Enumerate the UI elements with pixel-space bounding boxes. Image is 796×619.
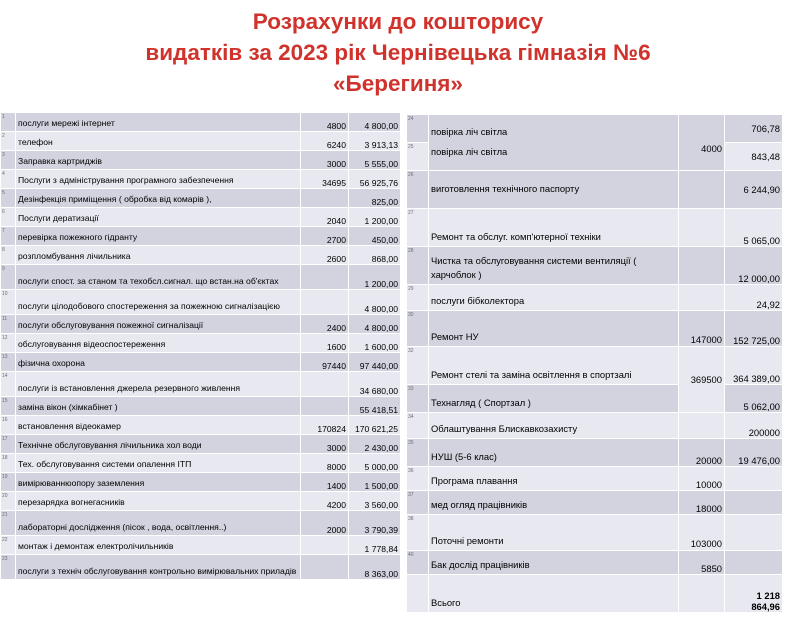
row-number: 28 bbox=[407, 247, 429, 285]
table-row bbox=[407, 347, 783, 385]
row-sum: 5 065,00 bbox=[725, 209, 783, 247]
row-label: лабораторні дослідження (пісок , вода, освітлення..) bbox=[16, 511, 301, 536]
table-row bbox=[407, 467, 783, 491]
row-number: 8 bbox=[1, 246, 16, 265]
table-row bbox=[1, 372, 401, 397]
row-label: Поточні ремонти bbox=[429, 515, 679, 551]
right-expenses-table bbox=[406, 114, 783, 613]
left-expenses-table bbox=[0, 112, 401, 580]
row-qty: 147000 bbox=[679, 311, 725, 347]
row-label: Заправка картриджів bbox=[16, 151, 301, 170]
row-qty bbox=[679, 285, 725, 311]
row-number: 20 bbox=[1, 492, 16, 511]
row-number: 36 bbox=[407, 467, 429, 491]
row-number: 37 bbox=[407, 491, 429, 515]
row-sum: 825,00 bbox=[349, 189, 401, 208]
row-sum: 843,48 bbox=[725, 143, 783, 171]
row-sum: 6 244,90 bbox=[725, 171, 783, 209]
row-sum: 97 440,00 bbox=[349, 353, 401, 372]
table-row bbox=[1, 113, 401, 132]
row-number: 1 bbox=[1, 113, 16, 132]
row-number: 23 bbox=[1, 555, 16, 580]
row-qty: 1600 bbox=[301, 334, 349, 353]
row-sum: 8 363,00 bbox=[349, 555, 401, 580]
table-row bbox=[1, 334, 401, 353]
row-label: монтаж і демонтаж електролічильників bbox=[16, 536, 301, 555]
row-number: 12 bbox=[1, 334, 16, 353]
row-sum: 1 500,00 bbox=[349, 473, 401, 492]
row-label: Ремонт НУ bbox=[429, 311, 679, 347]
row-number: 38 bbox=[407, 515, 429, 551]
row-sum bbox=[725, 515, 783, 551]
row-label: встановлення відеокамер bbox=[16, 416, 301, 435]
left-table-body bbox=[1, 113, 401, 580]
row-label: Послуги дератизації bbox=[16, 208, 301, 227]
row-sum: 450,00 bbox=[349, 227, 401, 246]
row-number: 15 bbox=[1, 397, 16, 416]
row-sum: 706,78 bbox=[725, 115, 783, 143]
table-row bbox=[1, 227, 401, 246]
table-row bbox=[1, 555, 401, 580]
row-label: послуги бібколектора bbox=[429, 285, 679, 311]
row-number: 11 bbox=[1, 315, 16, 334]
row-number: 29 bbox=[407, 285, 429, 311]
row-sum: 1 778,84 bbox=[349, 536, 401, 555]
row-qty bbox=[679, 247, 725, 285]
row-qty: 103000 bbox=[679, 515, 725, 551]
row-number: 16 bbox=[1, 416, 16, 435]
row-label: телефон bbox=[16, 132, 301, 151]
row-qty bbox=[301, 555, 349, 580]
row-sum: 3 790,39 bbox=[349, 511, 401, 536]
row-number: 33 bbox=[407, 385, 429, 413]
row-sum: 5 000,00 bbox=[349, 454, 401, 473]
title-line-2: видатків за 2023 рік Чернівецька гімназія №6 bbox=[145, 40, 651, 65]
row-qty bbox=[301, 372, 349, 397]
row-sum: 4 800,00 bbox=[349, 113, 401, 132]
row-sum: 2 430,00 bbox=[349, 435, 401, 454]
row-label: послуги мережі інтернет bbox=[16, 113, 301, 132]
row-label: виготовлення технічного паспорту bbox=[429, 171, 679, 209]
row-sum: 19 476,00 bbox=[725, 439, 783, 467]
row-label: послуги цілодобового спостереження за пожежною сигналізацією bbox=[16, 290, 301, 315]
row-number: 18 bbox=[1, 454, 16, 473]
row-number: 21 bbox=[1, 511, 16, 536]
row-sum: 152 725,00 bbox=[725, 311, 783, 347]
table-row bbox=[407, 311, 783, 347]
row-qty: 2000 bbox=[301, 511, 349, 536]
row-label: Тех. обслуговування системи опалення ІТП bbox=[16, 454, 301, 473]
table-row bbox=[1, 454, 401, 473]
row-qty: 6240 bbox=[301, 132, 349, 151]
row-qty: 4000 bbox=[679, 115, 725, 171]
table-row bbox=[407, 171, 783, 209]
row-qty bbox=[679, 209, 725, 247]
row-sum: 170 621,25 bbox=[349, 416, 401, 435]
row-sum: 56 925,76 bbox=[349, 170, 401, 189]
row-label bbox=[429, 115, 679, 171]
row-sum: 868,00 bbox=[349, 246, 401, 265]
table-row bbox=[1, 189, 401, 208]
row-label: Ремонт та обслуг. комп'ютерної техніки bbox=[429, 209, 679, 247]
table-row bbox=[1, 536, 401, 555]
table-row bbox=[1, 353, 401, 372]
row-label: послуги обслуговування пожежної сигналізації bbox=[16, 315, 301, 334]
table-row bbox=[407, 515, 783, 551]
table-row bbox=[407, 247, 783, 285]
row-label: Дезінфекція приміщення ( обробка від комарів ), bbox=[16, 189, 301, 208]
row-qty: 3000 bbox=[301, 435, 349, 454]
row-sum: 55 418,51 bbox=[349, 397, 401, 416]
table-row bbox=[1, 246, 401, 265]
table-row bbox=[1, 492, 401, 511]
right-table-body bbox=[407, 115, 783, 613]
row-sum: 4 800,00 bbox=[349, 315, 401, 334]
row-label-24: повірка ліч світла bbox=[431, 125, 508, 137]
row-qty: 2600 bbox=[301, 246, 349, 265]
row-label: перевірка пожежного гідранту bbox=[16, 227, 301, 246]
title-line-1: Розрахунки до кошторису bbox=[252, 9, 544, 34]
table-row bbox=[407, 209, 783, 247]
table-row bbox=[1, 315, 401, 334]
table-row bbox=[1, 473, 401, 492]
row-sum bbox=[725, 467, 783, 491]
row-sum: 364 389,00 bbox=[725, 347, 783, 385]
table-row bbox=[407, 413, 783, 439]
row-number: 9 bbox=[1, 265, 16, 290]
table-row bbox=[407, 439, 783, 467]
row-qty: 4200 bbox=[301, 492, 349, 511]
row-label: Послуги з адміністрування програмного забезпечення bbox=[16, 170, 301, 189]
row-sum: 200000 bbox=[725, 413, 783, 439]
row-label: розпломбування лічильника bbox=[16, 246, 301, 265]
row-qty bbox=[301, 290, 349, 315]
row-qty bbox=[301, 536, 349, 555]
row-sum: 34 680,00 bbox=[349, 372, 401, 397]
row-number: 32 bbox=[407, 347, 429, 385]
row-number: 13 bbox=[1, 353, 16, 372]
row-sum: 1 200,00 bbox=[349, 265, 401, 290]
table-row bbox=[1, 151, 401, 170]
page-title bbox=[0, 6, 796, 99]
row-qty: 97440 bbox=[301, 353, 349, 372]
table-row bbox=[1, 397, 401, 416]
row-sum: 4 800,00 bbox=[349, 290, 401, 315]
row-label: Програма плавання bbox=[429, 467, 679, 491]
table-row bbox=[1, 265, 401, 290]
row-number: 27 bbox=[407, 209, 429, 247]
row-qty bbox=[301, 189, 349, 208]
row-label: фізична охорона bbox=[16, 353, 301, 372]
table-row bbox=[1, 416, 401, 435]
row-qty bbox=[301, 397, 349, 416]
row-qty bbox=[679, 575, 725, 613]
row-qty: 5850 bbox=[679, 551, 725, 575]
row-number: 30 bbox=[407, 311, 429, 347]
row-number: 34 bbox=[407, 413, 429, 439]
title-line-3: «Берегиня» bbox=[333, 71, 463, 96]
row-number: 5 bbox=[1, 189, 16, 208]
row-label: Ремонт стелі та заміна освітлення в спортзалі bbox=[429, 347, 679, 385]
row-qty: 1400 bbox=[301, 473, 349, 492]
row-sum: 1 200,00 bbox=[349, 208, 401, 227]
row-sum: 12 000,00 bbox=[725, 247, 783, 285]
row-number: 4 bbox=[1, 170, 16, 189]
row-number: 26 bbox=[407, 171, 429, 209]
total-label: Всього bbox=[429, 575, 679, 613]
row-number: 6 bbox=[1, 208, 16, 227]
row-qty: 10000 bbox=[679, 467, 725, 491]
row-qty: 8000 bbox=[301, 454, 349, 473]
row-number: 17 bbox=[1, 435, 16, 454]
row-qty: 2040 bbox=[301, 208, 349, 227]
row-qty: 3000 bbox=[301, 151, 349, 170]
row-qty bbox=[679, 171, 725, 209]
table-row bbox=[1, 132, 401, 151]
table-row bbox=[407, 551, 783, 575]
row-label: Облаштування Блискавкозахисту bbox=[429, 413, 679, 439]
table-row bbox=[1, 511, 401, 536]
row-sum: 3 560,00 bbox=[349, 492, 401, 511]
row-label: перезарядка вогнегасників bbox=[16, 492, 301, 511]
row-number: 10 bbox=[1, 290, 16, 315]
row-label: Бак дослід працівників bbox=[429, 551, 679, 575]
row-sum bbox=[725, 551, 783, 575]
row-number bbox=[407, 575, 429, 613]
row-label: послуги спост. за станом та техобсл.сигнал. що встан.на об'єктах bbox=[16, 265, 301, 290]
total-sum: 1 218 864,96 bbox=[725, 575, 783, 613]
row-sum: 1 600,00 bbox=[349, 334, 401, 353]
row-qty: 20000 bbox=[679, 439, 725, 467]
row-qty: 170824 bbox=[301, 416, 349, 435]
row-qty: 2700 bbox=[301, 227, 349, 246]
row-sum: 5 555,00 bbox=[349, 151, 401, 170]
table-row bbox=[407, 491, 783, 515]
table-row bbox=[1, 170, 401, 189]
row-label: вимірюваннюопору заземлення bbox=[16, 473, 301, 492]
row-label: Чистка та обслуговування системи вентиляції ( харчоблок ) bbox=[429, 247, 679, 285]
row-label-25: повірка ліч світла bbox=[431, 145, 508, 157]
row-number: 22 bbox=[1, 536, 16, 555]
row-sum: 24,92 bbox=[725, 285, 783, 311]
row-label: заміна вікон (хімкабінет ) bbox=[16, 397, 301, 416]
row-qty bbox=[301, 265, 349, 290]
row-qty: 369500 bbox=[679, 347, 725, 413]
row-qty: 34695 bbox=[301, 170, 349, 189]
row-sum: 5 062,00 bbox=[725, 385, 783, 413]
row-number: 3 bbox=[1, 151, 16, 170]
row-number: 7 bbox=[1, 227, 16, 246]
table-row bbox=[407, 385, 783, 413]
row-qty: 18000 bbox=[679, 491, 725, 515]
table-row bbox=[407, 285, 783, 311]
row-number: 35 bbox=[407, 439, 429, 467]
row-label: послуги із встановлення джерела резервного живлення bbox=[16, 372, 301, 397]
table-row bbox=[1, 208, 401, 227]
row-label: Технічне обслуговування лічильника хол води bbox=[16, 435, 301, 454]
row-sum bbox=[725, 491, 783, 515]
row-label: послуги з техніч обслуговування контрольно вимірювальних приладів bbox=[16, 555, 301, 580]
row-qty bbox=[679, 413, 725, 439]
row-label: обслуговування відеоспостереження bbox=[16, 334, 301, 353]
row-number: 14 bbox=[1, 372, 16, 397]
row-label: Технагляд ( Спортзал ) bbox=[429, 385, 679, 413]
table-row bbox=[1, 290, 401, 315]
row-sum: 3 913,13 bbox=[349, 132, 401, 151]
row-number: 40 bbox=[407, 551, 429, 575]
row-number: 19 bbox=[1, 473, 16, 492]
table-row-total bbox=[407, 575, 783, 613]
row-label: НУШ (5-6 клас) bbox=[429, 439, 679, 467]
row-number: 24 bbox=[407, 115, 429, 143]
row-number: 25 bbox=[407, 143, 429, 171]
table-row bbox=[407, 115, 783, 143]
row-label: мед огляд працівників bbox=[429, 491, 679, 515]
row-qty: 2400 bbox=[301, 315, 349, 334]
row-qty: 4800 bbox=[301, 113, 349, 132]
row-number: 2 bbox=[1, 132, 16, 151]
table-row bbox=[1, 435, 401, 454]
